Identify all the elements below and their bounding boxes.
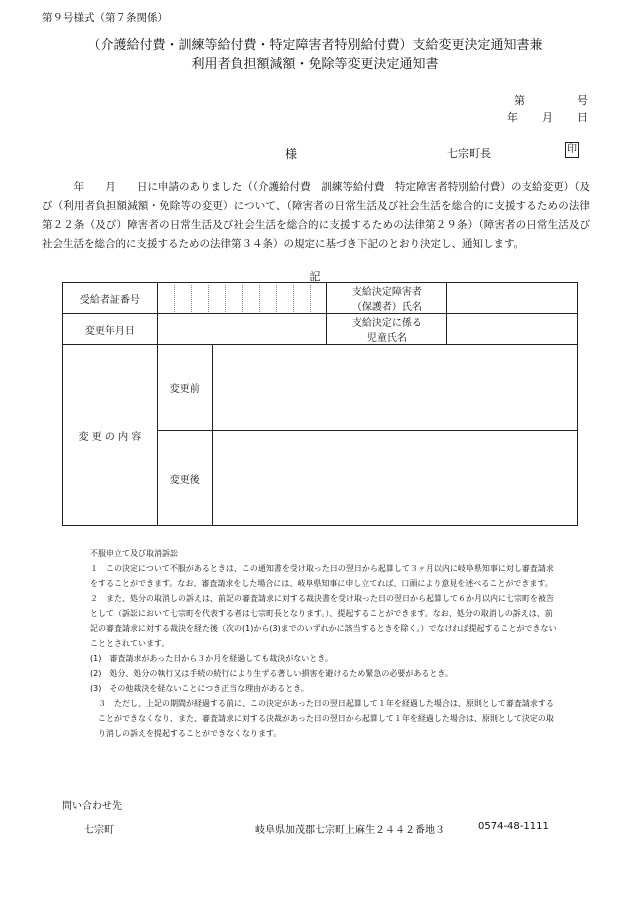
table-row	[63, 345, 578, 431]
contact-phone: 0574-48-1111	[478, 821, 549, 832]
date-line	[507, 109, 588, 125]
addressee-sama: 様	[285, 147, 298, 161]
date-year: 年	[507, 111, 518, 124]
seal-mark: 印	[565, 142, 579, 158]
note-item-1: (1) 審査請求があった日から３か月を経過しても裁決がないとき。	[90, 654, 333, 663]
note-3: ３ ただし、上記の期間が経過する前に、この決定があった日の翌日起算して１年を経過した場合は、原則として審査請求することができなくなり、また、審査請求に対する決裁があった日の翌日から起算して１年を経過した場合は、原則として決定の取り消しの訴えを提起することができなくなります。	[98, 699, 554, 738]
child-name-field[interactable]	[447, 314, 578, 345]
recipient-no-field[interactable]	[157, 283, 327, 314]
guardian-label-line1: 支給決定障害者	[351, 287, 422, 298]
change-content-label: 変 更 の 内 容	[63, 345, 158, 526]
decision-table	[62, 282, 578, 526]
form-id: 第９号様式（第７条関係）	[42, 12, 168, 24]
guardian-name-label	[327, 283, 447, 314]
number-go: 号	[577, 94, 588, 107]
mayor-name: 七宗町長	[447, 147, 491, 160]
guardian-name-field[interactable]	[447, 283, 578, 314]
table-row	[63, 283, 578, 314]
ki-heading: 記	[309, 270, 321, 283]
document-title-line2: 利用者負担額減額・免除等変更決定通知書	[191, 57, 439, 72]
document-title-line1: （介護給付費・訓練等給付費・特定障害者特別給付費）支給変更決定通知書兼	[87, 38, 543, 53]
contact-address: 岐阜県加茂郡七宗町上麻生２４４２番地３	[255, 825, 445, 836]
date-day: 日	[577, 111, 588, 124]
child-label-line2: 児童氏名	[366, 333, 407, 344]
note-item-3: (3) その他裁決を経ないことにつき正当な理由があるとき。	[90, 684, 309, 693]
contact-label: 問い合わせ先	[62, 801, 122, 812]
number-dai: 第	[514, 94, 525, 107]
number-line	[514, 92, 588, 108]
date-month: 月	[542, 111, 553, 124]
contact-org: 七宗町	[84, 825, 114, 836]
before-field[interactable]	[212, 345, 577, 431]
child-name-label	[327, 314, 447, 345]
note-2: ２ また、処分の取消しの訴えは、前記の審査請求に対する裁決書を受け取った日の翌日から起算して６か月以内に七宗町を被告として（訴訟において七宗町を代表する者は七宗町長となります。）、提起することができます。なお、処分の取消しの訴えは、前記の審査請求に対する裁決を経た後（次の(1)から(3)までのいずれかに該当するときを除く。）でなければ提起することができないこととされています。	[90, 594, 557, 648]
after-label: 変更後	[157, 431, 212, 526]
change-date-label: 変更年月日	[63, 314, 158, 345]
notes-heading: 不服申立て及び取消訴訟	[90, 549, 178, 558]
note-item-2: (2) 処分、処分の執行又は手続の続行により生ずる著しい損害を避けるため緊急の必要があるとき。	[90, 669, 454, 678]
recipient-no-label: 受給者証番号	[63, 283, 158, 314]
note-1: １ この決定について不服があるときは、この通知書を受け取った日の翌日から起算して３ヶ月以内に岐阜県知事に対し審査請求をすることができます。なお、審査請求をした場合には、岐阜県知事に申し立てれば、口頭により意見を述べることができます。	[90, 564, 554, 588]
guardian-label-line2: （保護者）氏名	[351, 302, 422, 313]
change-date-field[interactable]	[157, 314, 327, 345]
child-label-line1: 支給決定に係る	[351, 318, 422, 329]
before-label: 変更前	[157, 345, 212, 431]
table-row	[63, 314, 578, 345]
body-paragraph: 年 月 日に申請のありました（（介護給付費 訓練等給付費 特定障害者特別給付費）の支給変更）（及び（利用者負担額減額・免除等の変更）について、（障害者の日常生活及び社会生活を総合的に支援するための法律第２２条（及び）障害者の日常生活及び社会生活を総合的に支援するための法律第２９条）（障害者の日常生活及び社会生活を総合的に支援するための法律第３４条）の規定に基づき下記のとおり決定し、通知します。	[42, 181, 590, 250]
appeal-notes	[90, 546, 560, 741]
after-field[interactable]	[212, 431, 577, 526]
